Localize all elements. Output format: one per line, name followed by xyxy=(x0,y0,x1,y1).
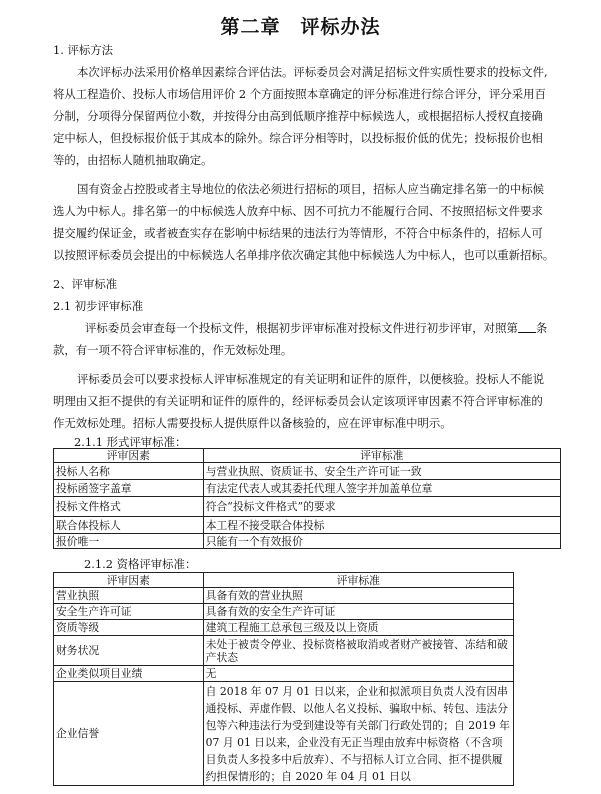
table-header-cell: 评审因素 xyxy=(54,449,204,463)
table-row xyxy=(54,636,514,666)
section-2-heading: 2、评审标准 xyxy=(53,277,118,291)
sec2-p1-line-2: 款，有一项不符合评审标准的，作无效标处理。 xyxy=(53,343,293,357)
factor-cell: 资质等级 xyxy=(54,620,204,636)
table-header-cell: 评审标准 xyxy=(203,449,560,463)
standard-cell: 无 xyxy=(203,666,513,682)
standard-cell: 建筑工程施工总承包三级及以上资质 xyxy=(203,620,513,636)
table-row xyxy=(54,497,561,517)
table-row xyxy=(54,620,514,636)
sec2-p2-line-3: 作无效标处理。招标人需要投标人提供原件以备核验的，应在评审标准中明示。 xyxy=(53,416,452,430)
sec1-p1-line-3: 分制，分项得分保留两位小数，并按得分由高到低顺序推荐中标候选人，或根据招标人授权直接确 xyxy=(53,109,543,123)
factor-cell: 投标人名称 xyxy=(54,463,204,480)
sec1-p2-line-3: 提交履约保证金，或者被查实存在影响中标结果的违法行为等情形，不符合中标条件的，招标人可 xyxy=(53,226,543,240)
factor-cell: 企业类似项目业绩 xyxy=(54,666,204,682)
standard-cell: 有法定代表人或其委托代理人签字并加盖单位章 xyxy=(203,480,560,497)
factor-cell: 企业信誉 xyxy=(54,682,204,786)
factor-cell: 财务状况 xyxy=(54,636,204,666)
sec1-p2-line-2: 选人为中标人。排名第一的中标候选人放弃中标、因不可抗力不能履行合同、不按照招标文件要求 xyxy=(53,204,543,218)
sec1-p1-line-2: 将从工程造价、投标人市场信用评价 2 个方面按照本章确定的评分标准进行综合评分，评分采用百 xyxy=(53,87,546,101)
chapter-title: 第二章 评标办法 xyxy=(220,16,381,38)
sec1-p2-line-4: 以按照评标委员会提出的中标候选人名单排序依次确定其他中标候选人为中标人，也可以重新招标。 xyxy=(53,248,555,262)
standard-cell: 本工程不接受联合体投标 xyxy=(203,517,560,534)
sec2-p1-line-1-suffix: 条 xyxy=(535,321,548,335)
table-row xyxy=(54,682,514,786)
standard-cell: 只能有一个有效报价 xyxy=(203,534,560,549)
sec1-p1-line-1: 本次评标办法采用价格单因素综合评估法。评标委员会对满足招标文件实质性要求的投标文件, xyxy=(77,65,548,79)
standard-cell: 具备有效的营业执照 xyxy=(203,588,513,604)
table-row xyxy=(54,588,514,604)
table-header-row xyxy=(54,449,561,463)
table-row xyxy=(54,534,561,549)
factor-cell: 安全生产许可证 xyxy=(54,604,204,620)
standard-cell: 自 2018 年 07 月 01 日以来，企业和拟派项目负责人没有因串通投标、弄虚作假、以他人名义投标、骗取中标、转包、违法分包等六种违法行为受到建设等有关部门行政处罚的；自 2019 年 07 月 01 日以来，企业没有无正当理由放弃中标资格（不含项目负责人多投多中后放弃）、不与招标人订立合同、拒不提供履约担保情形的；自 2020 年 04 月 01 日以 xyxy=(203,682,513,786)
table-header-cell: 评审因素 xyxy=(54,573,204,588)
sec1-p1-line-4: 定中标人，但投标报价低于其成本的除外。综合评分相等时，以投标报价低的优先；投标报价也相 xyxy=(53,131,543,145)
formal-review-table xyxy=(53,448,561,549)
factor-cell: 投标文件格式 xyxy=(54,497,204,517)
standard-cell: 与营业执照、资质证书、安全生产许可证一致 xyxy=(203,463,560,480)
sec2-p1-line-1 xyxy=(85,318,547,339)
table-header-cell: 评审标准 xyxy=(203,573,513,588)
article-number-blank xyxy=(518,320,536,333)
table-row xyxy=(54,666,514,682)
qualification-review-table xyxy=(53,572,514,786)
table-header-row xyxy=(54,573,514,588)
table-row xyxy=(54,517,561,534)
factor-cell: 报价唯一 xyxy=(54,534,204,549)
standard-cell: 未处于被责令停业、投标资格被取消或者财产被接管、冻结和破产状态 xyxy=(203,636,513,666)
table-row xyxy=(54,480,561,497)
factor-cell: 联合体投标人 xyxy=(54,517,204,534)
sec2-p1-line-1-prefix: 评标委员会审查每一个投标文件，根据初步评审标准对投标文件进行初步评审，对照第 xyxy=(85,321,518,335)
sec1-p1-line-5: 等的，由招标人随机抽取确定。 xyxy=(53,153,213,167)
table-row xyxy=(54,604,514,620)
sec1-p2-line-1: 国有资金占控股或者主导地位的依法必须进行招标的项目，招标人应当确定排名第一的中标候 xyxy=(77,182,545,196)
sec2-p2-line-2: 明理由又拒不提供的有关证明和证件的原件的，经评标委员会认定该项评审因素不符合评审标准的 xyxy=(53,394,543,408)
factor-cell: 投标函签字盖章 xyxy=(54,480,204,497)
table-1-caption: 2.1.1 形式评审标准： xyxy=(74,435,187,449)
section-2-1-heading: 2.1 初步评审标准 xyxy=(53,299,144,313)
table-2-caption: 2.1.2 资格评审标准： xyxy=(84,557,197,571)
standard-cell: 具备有效的安全生产许可证 xyxy=(203,604,513,620)
table-row xyxy=(54,463,561,480)
section-1-heading: 1. 评标方法 xyxy=(53,43,114,57)
standard-cell: 符合“投标文件格式”的要求 xyxy=(203,497,560,517)
factor-cell: 营业执照 xyxy=(54,588,204,604)
sec2-p2-line-1: 评标委员会可以要求投标人评审标准规定的有关证明和证件的原件，以便核验。投标人不能说 xyxy=(77,372,545,386)
